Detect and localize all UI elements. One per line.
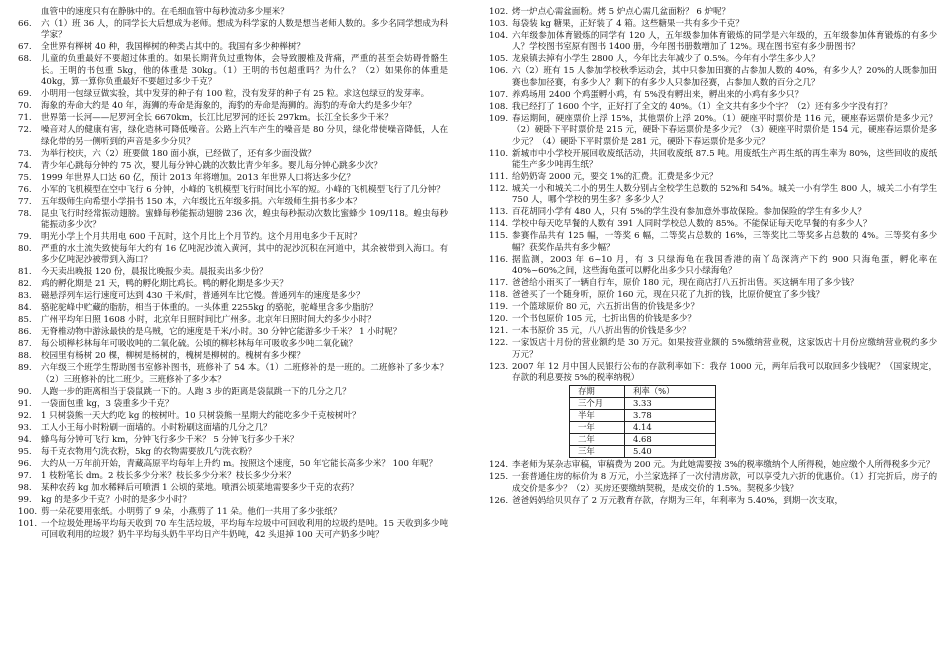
problem-item — [18, 173, 448, 184]
problem-text: 李老师为某杂志审稿，审稿费为 200 元。为此她需要按 3%的税率缴纳个人所得税，她应缴个人所得税多少元？ — [512, 460, 935, 471]
problem-number: 91. — [18, 398, 32, 409]
problem-item — [18, 125, 448, 148]
problem-number: 93. — [18, 422, 32, 433]
problem-text: 养鸡场用 2400 个鸡蛋孵小鸡，有 5%没有孵出来，孵出来的小鸡有多少只？ — [512, 89, 804, 100]
problem-item — [489, 290, 937, 301]
problem-text: 城关一小和城关二小的男生人数分别占全校学生总数的 52%和 54%。城关一小有学生 800 人，城关二小有学生 750 人，哪个学校的男生多？多多少人？ — [512, 184, 937, 206]
problem-item — [489, 31, 937, 54]
problem-text: 骆驼驼峰中贮藏的脂肪，相当于体重的。一头体重 2255kg 的骆驼，驼峰里含多少脂肪？ — [41, 303, 378, 314]
problem-item — [18, 113, 448, 124]
problem-number: 78. — [18, 208, 32, 219]
problem-text: 1999 年世界人口达 60 亿，预计 2013 年将增加。2013 年世界人口将达多少亿？ — [41, 172, 356, 183]
problem-text: 为举行校庆，六（2）班要做 180 面小旗，已经做了，还有多少面没做？ — [41, 148, 316, 159]
left-column — [18, 7, 448, 542]
problem-number: 80. — [18, 244, 32, 255]
problem-number: 103. — [489, 19, 509, 29]
problem-text: 小军的飞机模型在空中飞行 6 分钟，小峰的飞机模型飞行时间比小军的短。小峰的飞机模型飞行了几分钟？ — [41, 184, 445, 195]
problem-number: 116. — [489, 254, 509, 265]
problem-item — [18, 411, 448, 422]
table-cell: 半年 — [570, 410, 625, 422]
problem-item — [489, 302, 937, 313]
problem-text: 大约从一万年前开始，青藏高原平均每年上升约 m。按照这个速度，50 年它能长高多少米？ 100 年呢？ — [41, 458, 438, 469]
problem-item — [489, 460, 937, 471]
problem-text: 鸡的孵化期是 21 天，鸭的孵化期比鸡长。鸭的孵化期是多少天？ — [41, 279, 288, 290]
problem-number: 114. — [489, 219, 509, 230]
problem-item — [489, 278, 937, 289]
problem-text: 2007 年 12 月中国人民银行公布的存款利率如下：我存 1000 元，两年后我可以取回多少钱呢？（国家规定，存款的利息要按 5%的税率纳税） — [512, 361, 937, 384]
problem-item — [18, 89, 448, 100]
problem-item — [18, 435, 448, 446]
problem-item — [489, 207, 937, 218]
problem-number: 66. — [18, 19, 32, 29]
problem-number: 67. — [18, 42, 32, 53]
table-row — [570, 398, 716, 410]
problem-number: 86. — [18, 327, 32, 338]
problem-item — [18, 507, 448, 518]
problem-text: 烤一炉点心需盆面粉。烤 5 炉点心需几盆面粉？ 6 炉呢？ — [512, 7, 731, 17]
problem-text: 磁悬浮列车运行速度可达到 430 千米/时，普通列车比它慢。普通列车的速度是多少？ — [41, 291, 365, 302]
table-cell: 4.14 — [625, 422, 716, 434]
problem-item — [18, 232, 448, 243]
problem-item — [18, 161, 448, 172]
problem-item — [18, 244, 448, 267]
problem-text: 广州平均年日照 1608 小时，北京年日照时间比广州多。北京年日照时间大约多少小时？ — [41, 315, 376, 326]
table-row — [570, 422, 716, 434]
table-header-cell: 存期 — [570, 386, 625, 398]
problem-item — [18, 447, 448, 458]
problem-item — [18, 351, 448, 362]
problem-number: 101. — [18, 518, 38, 529]
problem-item — [18, 399, 448, 410]
problem-text: 无脊椎动物中游泳最快的是乌贼，它的速度是千米/小时。30 分钟它能游多少千米？ 1 小时呢？ — [41, 327, 402, 338]
problem-number: 68. — [18, 54, 32, 65]
problem-number: 126. — [489, 495, 509, 506]
problem-number: 119. — [489, 302, 509, 313]
problem-item — [18, 101, 448, 112]
problem-number: 89. — [18, 363, 32, 374]
problem-number: 81. — [18, 267, 32, 278]
problem-number: 79. — [18, 232, 32, 243]
problem-item — [489, 90, 937, 101]
problem-number: 99. — [18, 494, 32, 505]
problem-number: 92. — [18, 410, 32, 421]
problem-number: 95. — [18, 446, 32, 457]
problem-number: 97. — [18, 470, 32, 481]
problem-text: 六年级三个班学生帮助图书室修补图书，班修补了 54 本。（1）二班修补的是一班的。二班修补了多少本？（2）三班修补的比二班少。三班修补了多少本？ — [41, 363, 448, 385]
problem-text: 我已经打了 1600 个字，正好打了全文的 40%。（1）全文共有多少个字？（2）还有多少字没有打？ — [512, 101, 892, 112]
problem-item — [489, 19, 937, 30]
problem-number: 85. — [18, 315, 32, 326]
problem-item — [18, 327, 448, 338]
table-cell: 三年 — [570, 446, 625, 458]
problem-item — [489, 338, 937, 361]
problem-number: 83. — [18, 291, 32, 302]
problem-number: 73. — [18, 148, 32, 159]
problem-item — [18, 7, 448, 18]
problem-text: 严重的水土流失致使每年大约有 16 亿吨泥沙流入黄河，其中的泥沙沉积在河道中，其余被带到入海口。有多少亿吨泥沙被带到入海口？ — [41, 244, 448, 266]
problem-item — [18, 471, 448, 482]
interest-rate-table — [569, 385, 716, 458]
problem-item — [18, 149, 448, 160]
table-header-cell: 利率（%） — [625, 386, 716, 398]
problem-text: 六（2）班有 15 人参加学校秋季运动会，其中只参加田赛的占参加人数的 40%，有多少人？20%的人既参加田赛也参加径赛，有多少人？剩下的有多少人只参加径赛，占参加人数的百分之几？ — [512, 66, 937, 88]
table-cell: 三个月 — [570, 398, 625, 410]
problem-item — [489, 114, 937, 148]
table-cell: 5.40 — [625, 446, 716, 458]
problem-number: 111. — [489, 172, 509, 183]
problem-text: 学校中每天吃早餐的人数有 391 人同时学校总人数的 85%。不能保证每天吃早餐的有多少人？ — [512, 219, 872, 230]
problem-item — [18, 291, 448, 302]
problem-number: 123. — [489, 361, 509, 372]
problem-number: 74. — [18, 160, 32, 171]
problem-number: 108. — [489, 101, 509, 112]
problem-text: 一个篮球原价 80 元，六五折出售的价钱是多少？ — [512, 302, 700, 313]
problem-item — [18, 339, 448, 350]
problem-item — [489, 66, 937, 89]
problem-text: 春运期间，硬座票价上浮 15%，其他票价上浮 20%。（1）硬座平时票价是 116 元，硬座春运票价是多少元？（2）硬卧下平时票价是 215 元，硬卧下春运票价是多少元？（3）硬座平时票价是 154 元，硬座春运票价是多少元？（4）硬卧下平时票价是 281 元，硬卧下春运票价是多少元？ — [512, 113, 937, 147]
problem-text: 一家饭店十月份的营业额约是 30 万元。如果按营业额的 5%缴纳营业税，这家饭店十月份应缴纳营业税约多少万元？ — [512, 338, 937, 360]
problem-number: 125. — [489, 472, 509, 483]
problem-number: 104. — [489, 31, 509, 41]
problem-number: 82. — [18, 279, 32, 290]
problem-text: 据监测，2003 年 6~10 月，有 3 只绿海龟在我国香港的南丫岛深湾产下约 900 只海龟蛋，孵化率在 40%~60%之间，这些海龟蛋可以孵化出多少只小绿海龟？ — [512, 254, 937, 277]
problem-item — [18, 279, 448, 290]
problem-number: 107. — [489, 89, 509, 100]
problem-text: 明光小学上个月共用电 600 千瓦时，这个月比上个月节约。这个月用电多少千瓦时？ — [41, 232, 362, 243]
problem-text: 龙泉镇去掉有小学生 2800 人，今年比去年减少了 0.5%。今年有小学生多少人？ — [512, 54, 820, 65]
problem-item — [18, 387, 448, 398]
problem-text: 每袋装 kg 糖果，正好装了 4 箱。这些糖果一共有多少千克？ — [512, 19, 744, 29]
problem-number: 109. — [489, 113, 509, 124]
problem-item — [489, 314, 937, 325]
table-row — [570, 434, 716, 446]
problem-item — [489, 472, 937, 495]
problem-number: 76. — [18, 184, 32, 195]
problem-text: 六年级参加体育锻炼的同学有 120 人，五年级参加体育锻炼的同学是六年级的，五年级参加体育锻炼的有多少人？学校图书室原有图书 1400 册，今年图书册数增加了 12%。现在图书室有多少册图书？ — [512, 31, 937, 53]
problem-text: 世界第一长河——尼罗河全长 6670km，长江比尼罗河的还长 297km。长江全长多少千米？ — [41, 113, 393, 124]
problem-text: 一袋面包重 kg，3 袋重多少千克？ — [41, 398, 174, 409]
problem-text: 青少年心跳每分钟约 75 次，婴儿每分钟心跳的次数比青少年多。婴儿每分钟心跳多少次？ — [41, 160, 382, 171]
problem-number: 122. — [489, 338, 509, 349]
table-cell: 4.68 — [625, 434, 716, 446]
problem-text: 爸爸妈妈给贝贝存了 2 万元教育存款，存期为三年，年利率为 5.40%，到期一次支取， — [512, 495, 844, 506]
problem-text: 一个书包原价 105 元，七折出售的价钱是多少？ — [512, 314, 696, 325]
problem-text: 小明用一包绿豆做实验，其中发芽的种子有 100 粒，没有发芽的种子有 25 粒。求这包绿豆的发芽率。 — [41, 89, 430, 100]
table-row — [570, 446, 716, 458]
problem-text: 一本书原价 35 元，八八折出售的价钱是多少？ — [512, 326, 691, 337]
problem-text: 人跑一步的距离相当于袋鼠跳一下的。人跑 3 步的距离是袋鼠跳一下的几分之几？ — [41, 386, 351, 397]
problem-text: 六（1）班 36 人，的同学长大后想成为老师。想成为科学家的人数是想当老师人数的。多少名同学想成为科学家？ — [41, 19, 448, 41]
problem-number: 90. — [18, 386, 32, 397]
problem-item — [489, 7, 937, 18]
problem-number: 118. — [489, 290, 509, 301]
problem-text: 百花胡同小学有 480 人，只有 5%的学生没有参加意外事故保险。参加保险的学生有多少人？ — [512, 207, 866, 218]
table-cell: 二年 — [570, 434, 625, 446]
problem-item — [18, 423, 448, 434]
problem-text: 一套普通住房的标价为 8 万元，小兰家选择了一次付清房款，可以享受九六折的优惠价。（1）打完折后，房子的成交价是多少？（2）买房还要缴纳契税，是成交价的 1.5%。契税多少钱？ — [512, 472, 937, 494]
problem-number: 121. — [489, 326, 509, 337]
problem-text: 昆虫飞行时经常振动翅膀。蜜蜂每秒能振动翅膀 236 次，蝗虫每秒振动次数比蜜蜂少 109/118。蝗虫每秒能振动多少次？ — [41, 208, 448, 231]
problem-item — [18, 495, 448, 506]
problem-text: 五年级师生向希望小学捐书 150 本，六年级比五年级多捐。六年级师生捐书多少本？ — [41, 196, 362, 207]
problem-text: 海象的寿命大约是 40 年，海狮的寿命是海象的，海豹的寿命是海狮的。海豹的寿命大约是多少年？ — [41, 101, 417, 112]
problem-item — [489, 172, 937, 183]
problem-item — [489, 255, 937, 278]
problem-number: 112. — [489, 184, 509, 195]
problem-item — [18, 209, 448, 232]
problem-item — [489, 102, 937, 113]
problem-text: 一个垃圾处理场平均每天收到 70 车生活垃圾，平均每车垃圾中可回收利用的垃圾约是吨。15 天收到多少吨可回收利用的垃圾？奶牛平均每头奶牛平均日产牛奶吨，42 头退掉 100 天可产奶多少吨？ — [41, 518, 448, 541]
right-column — [489, 7, 937, 508]
problem-item — [489, 231, 937, 254]
problem-text: 新城市中小学校开展回收废纸活动，共回收废纸 87.5 吨。用废纸生产再生纸的再生率为 80%，这些回收的废纸能生产多少吨再生纸？ — [512, 148, 937, 171]
problem-number: 102. — [489, 7, 509, 17]
problem-text: 每千克衣物用勺洗衣粉，5kg 的衣物需要放几勺洗衣粉？ — [41, 446, 257, 457]
problem-item — [18, 19, 448, 42]
problem-number: 87. — [18, 339, 32, 350]
table-header-row — [570, 386, 716, 398]
problem-item — [489, 54, 937, 65]
problem-item — [18, 483, 448, 494]
problem-text: 某种农药 kg 加水稀释后可喷洒 1 公顷的菜地。喷洒公顷菜地需要多少千克的农药？ — [41, 482, 359, 493]
problem-number: 69. — [18, 89, 32, 100]
problem-number: 88. — [18, 351, 32, 362]
problem-item — [18, 267, 448, 278]
problem-number: 72. — [18, 125, 32, 136]
problem-item — [489, 362, 937, 385]
problem-item — [18, 197, 448, 208]
problem-text: 爸爸买了一个随身听，原价 160 元，现在只花了九折的钱，比原价便宜了多少钱？ — [512, 290, 825, 301]
problem-number: 100. — [18, 506, 38, 517]
problem-item — [489, 219, 937, 230]
problem-text: 爸爸给小雨买了一辆自行车，原价 180 元，现在商店打八五折出售。买这辆车用了多少钱？ — [512, 278, 859, 289]
problem-number: 110. — [489, 148, 509, 159]
problem-number: 70. — [18, 101, 32, 112]
problem-number: 98. — [18, 482, 32, 493]
problem-text: 剪一朵花要用张纸。小明剪了 9 朵，小燕剪了 11 朵。他们一共用了多少张纸？ — [41, 506, 342, 517]
problem-text: 给奶奶寄 2000 元，要交 1%的汇费。汇费是多少元？ — [512, 172, 718, 183]
problem-number: 124. — [489, 460, 509, 471]
table-row — [570, 410, 716, 422]
problem-number: 106. — [489, 66, 509, 77]
problem-number: 84. — [18, 303, 32, 314]
problem-text: 儿童的负重最好不要超过体重的。如果长期背负过重物体，会导致腰椎及背痛，严重的甚至会妨碍骨骼生长。王明的书包重 5kg，他的体重是 30kg。（1）王明的书包超重吗？为什么？（2）如果你的体重是 40kg，算一算你负重最好不要超过多少千克？ — [41, 54, 448, 88]
problem-text: 1 枝粉笔长 dm。2 枝长多少分米？枝长多少分米？枝长多少分米？ — [41, 470, 296, 481]
problem-text: 1 只树袋熊一天大约吃 kg 的桉树叶。10 只树袋熊一星期大约能吃多少千克桉树叶？ — [41, 410, 361, 421]
problem-item — [489, 496, 937, 507]
problem-number: 96. — [18, 458, 32, 469]
problem-number: 120. — [489, 314, 509, 325]
problem-item — [18, 42, 448, 53]
problem-item — [18, 303, 448, 314]
problem-text: kg 的是多少千克？小时的是多少小时？ — [41, 494, 191, 505]
table-cell: 一年 — [570, 422, 625, 434]
problem-number: 71. — [18, 113, 32, 124]
problem-item — [18, 315, 448, 326]
problem-item — [489, 326, 937, 337]
problem-number: 115. — [489, 231, 509, 242]
problem-text: 工人小王每小时粉刷一面墙的。小时粉刷这面墙的几分之几？ — [41, 422, 272, 433]
problem-number: 75. — [18, 172, 32, 183]
problem-number: 77. — [18, 196, 32, 207]
problem-number: 117. — [489, 278, 509, 289]
problem-item — [489, 184, 937, 207]
problem-text: 今天卖出晚报 120 份，晨报比晚报少卖。晨报卖出多少份？ — [41, 267, 268, 278]
problem-number: 94. — [18, 434, 32, 445]
problem-text: 血管中的速度只有在静脉中的。在毛细血管中每秒流动多少厘米？ — [41, 7, 289, 17]
problem-text: 参赛作品共有 125 幅，一等奖 6 幅，二等奖占总数的 16%，三等奖比二等奖多占总数的 4%。三等奖有多少幅？获奖作品共有多少幅？ — [512, 231, 937, 253]
problem-item — [18, 363, 448, 386]
problem-item — [18, 54, 448, 88]
problem-text: 蜂鸟每分钟可飞行 km，分钟飞行多少千米？ 5 分钟飞行多少千米？ — [41, 434, 299, 445]
problem-item — [489, 149, 937, 172]
problem-text: 噪音对人的健康有害，绿化造林可降低噪音。公路上汽车产生的噪音是 80 分贝，绿化带使噪音降低，人在绿化带的另一侧听到的声音是多少分贝？ — [41, 125, 448, 147]
problem-text: 全世界有榉树 40 种，我国榉树的种类占其中的。我国有多少种榉树？ — [41, 42, 305, 53]
problem-number: 105. — [489, 54, 509, 65]
table-cell: 3.78 — [625, 410, 716, 422]
table-cell: 3.33 — [625, 398, 716, 410]
problem-number: 113. — [489, 207, 509, 218]
problem-text: 每公顷榉杉林每年可吸收吨的二氧化硫。公顷的柳杉林每年可吸收多少吨二氧化硫？ — [41, 339, 358, 350]
problem-item — [18, 185, 448, 196]
problem-item — [18, 519, 448, 542]
problem-text: 校园里有杨树 20 棵，柳树是杨树的，槐树是柳树的。槐树有多少棵？ — [41, 351, 305, 362]
problem-item — [18, 459, 448, 470]
